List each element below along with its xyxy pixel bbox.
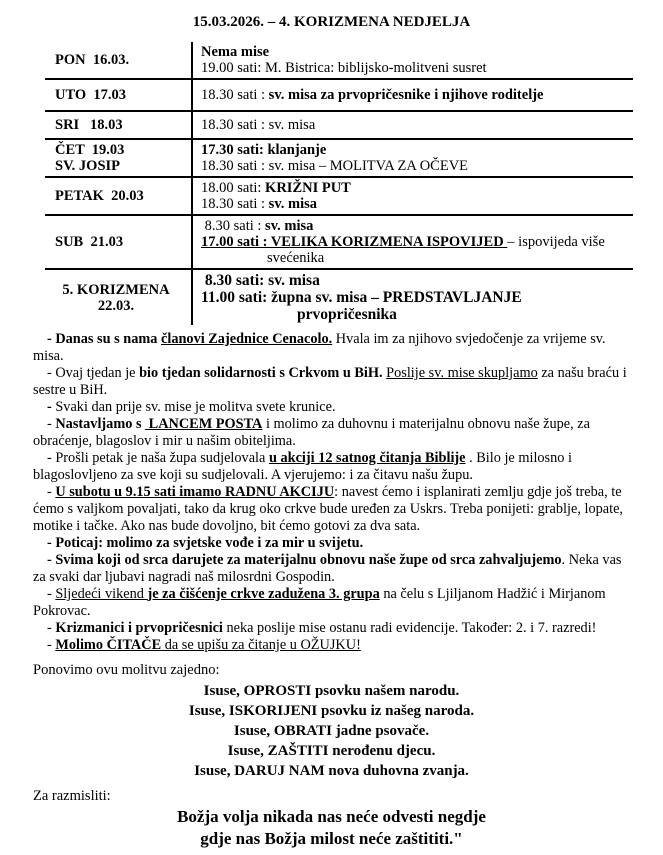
schedule-line: 18.30 sati : sv. misa – MOLITVA ZA OČEVE [201, 158, 469, 174]
schedule-line: 18.00 sati: KRIŽNI PUT [201, 180, 351, 196]
day-cell [45, 270, 193, 325]
reflection-quote-line: gdje nas Božja milost neće zaštititi." [200, 829, 463, 848]
schedule-line: svećenika [267, 250, 325, 266]
day-label: UTO 17.03 [55, 87, 127, 103]
schedule-line: prvopričesnika [297, 306, 397, 323]
schedule-line: 11.00 sati: župna sv. misa – PREDSTAVLJANJE [201, 289, 522, 306]
schedule-line: 19.00 sati: M. Bistrica: biblijsko-molitveni susret [201, 60, 487, 76]
prayer-block [33, 681, 630, 781]
page-title: 15.03.2026. – 4. KORIZMENA NEDJELJA [192, 14, 471, 30]
day-cell [45, 216, 193, 268]
schedule-line: Nema mise [201, 44, 270, 60]
reflection-quote [33, 806, 630, 850]
day-cell [45, 112, 193, 138]
prayer-line: Isuse, OBRATI jadne psovače. [233, 723, 430, 739]
schedule-table [45, 42, 633, 325]
content-cell [193, 80, 633, 110]
content-cell [193, 112, 633, 138]
announcement-paragraph: - Svima koji od srca darujete za materijalnu obnovu naše župe od srca zahvaljujemo. Neka vas za svaki dar ljubavi nagradi naš milosrdni Gospodin. [33, 552, 626, 585]
day-label: 5. KORIZMENA [62, 281, 170, 298]
content-cell [193, 216, 633, 268]
prayer-line: Isuse, DARUJ NAM nova duhovna zvanja. [194, 763, 469, 779]
prayer-line: Isuse, OPROSTI psovku našem narodu. [203, 683, 460, 699]
reflection-label: Za razmisliti: [33, 788, 111, 804]
schedule-line: 8.30 sati: sv. misa [201, 272, 320, 289]
announcement-paragraph: - Nastavljamo s LANCEM POSTA i molimo za duhovnu i materijalnu obnovu naše župe, za obraćenje, blagoslov i mir u našim obiteljima. [33, 416, 594, 449]
reflection-quote-line: Božja volja nikada nas neće odvesti negdje [177, 807, 486, 826]
schedule-row-friday [45, 178, 633, 216]
announcement-paragraph: - U subotu u 9.15 sati imamo RADNU AKCIJU: navest ćemo i isplanirati zemlju gdje još treba, te ćemo s valjkom povaljati, tako da krug oko crkve bude uređen za Uskrs. Treba ponijeti: grablje, lopate, motike i tačke. Ako nas bude dovoljno, bit ćemo gotovi za dva sata. [33, 484, 627, 534]
day-label: SRI 18.03 [55, 117, 123, 133]
schedule-row-monday [45, 42, 633, 80]
day-label: PETAK 20.03 [55, 188, 144, 204]
day-cell [45, 140, 193, 176]
prayer-line: Isuse, ISKORIJENI psovku iz našeg naroda. [188, 703, 475, 719]
schedule-line: 18.30 sati : sv. misa [201, 117, 316, 133]
day-label: PON 16.03. [55, 52, 130, 68]
day-sublabel: 22.03. [97, 297, 135, 314]
announcement-paragraph: - Molimo ČITAČE da se upišu za čitanje u OŽUJKU! [47, 637, 361, 653]
schedule-row-thursday [45, 140, 633, 178]
content-cell [193, 140, 633, 176]
announcements [33, 331, 630, 654]
schedule-line: 18.30 sati : sv. misa za prvopričesnike i njihove roditelje [201, 87, 544, 103]
announcement-paragraph: - Prošli petak je naša župa sudjelovala u akciji 12 satnog čitanja Biblije . Bilo je milosno i blagoslovljeno za sve koji su sudjelovali. A vjerujemo: i za čitavu našu župu. [33, 450, 576, 483]
schedule-row-sunday [45, 270, 633, 325]
announcement-paragraph: - Svaki dan prije sv. mise je molitva svete krunice. [47, 399, 336, 415]
schedule-line: 17.30 sati: klanjanje [201, 142, 327, 158]
schedule-row-tuesday [45, 80, 633, 112]
day-sublabel: SV. JOSIP [55, 158, 121, 174]
announcement-paragraph: - Krizmanici i prvopričesnici neka poslije mise ostanu radi evidencije. Također: 2. i 7. razredi! [47, 620, 597, 636]
announcement-paragraph: - Sljedeći vikend je za čišćenje crkve zadužena 3. grupa na čelu s Ljiljanom Hadžić i Mirjanom Pokrovac. [33, 586, 610, 619]
announcement-paragraph: - Ovaj tjedan je bio tjedan solidarnosti s Crkvom u BiH. Poslije sv. mise skupljamo za našu braću i sestre u BiH. [33, 365, 631, 398]
schedule-line: 18.30 sati : sv. misa [201, 196, 318, 212]
schedule-row-wednesday [45, 112, 633, 140]
day-cell [45, 80, 193, 110]
prayer-line: Isuse, ZAŠTITI nerođenu djecu. [227, 743, 436, 759]
content-cell [193, 178, 633, 214]
day-label: ČET 19.03 [55, 142, 125, 158]
day-label: SUB 21.03 [55, 234, 124, 250]
schedule-line: 17.00 sati : VELIKA KORIZMENA ISPOVIJED – ispovijeda više [201, 234, 605, 250]
announcement-paragraph: - Poticaj: molimo za svjetske vođe i za mir u svijetu. [47, 535, 364, 551]
prayer-intro: Ponovimo ovu molitvu zajedno: [33, 662, 220, 678]
content-cell [193, 42, 633, 78]
day-cell [45, 178, 193, 214]
content-cell [193, 270, 633, 325]
schedule-line: 8.30 sati : sv. misa [201, 218, 314, 234]
announcement-paragraph: - Danas su s nama članovi Zajednice Cenacolo. Hvala im za njihovo svjedočenje za vrijeme sv. misa. [33, 331, 610, 364]
schedule-row-saturday [45, 216, 633, 270]
day-cell [45, 42, 193, 78]
